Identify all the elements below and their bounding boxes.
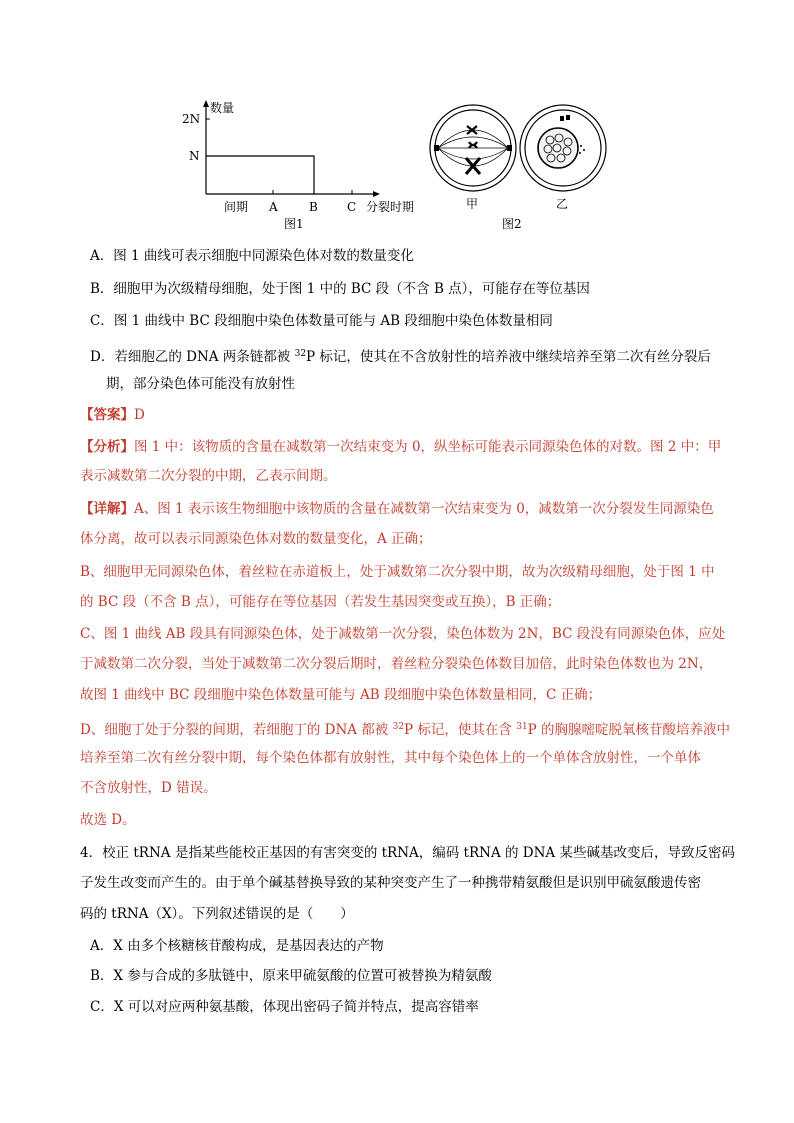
fig1-caption: 图1 — [284, 217, 304, 231]
fig1-x-axis-label: 分裂时期 — [366, 200, 415, 214]
q4-option-b: B．X 参与合成的多肽链中，原来甲硫氨酸的位置可被替换为精氨酸 — [90, 968, 492, 984]
fig1-y-tick-2n-label: 2N — [182, 112, 201, 126]
cell-jia — [430, 105, 516, 191]
q3-option-a: A．图 1 曲线可表示细胞中同源染色体对数的数量变化 — [90, 248, 414, 264]
detail-a-line2: 体分离，故可以表示同源染色体对数的数量变化，A 正确； — [80, 531, 432, 547]
detail-c-line1: C、图 1 曲线 AB 段具有同源染色体，处于减数第一次分裂，染色体数为 2N，BC 段没有同源染色体，应处 — [80, 626, 726, 642]
detail-d-line2: 培养至第二次有丝分裂中期，每个染色体都有放射性，其中每个染色体上的一个单体含放射性，一个单体 — [80, 750, 701, 766]
fig1-y-tick-n-label: N — [189, 149, 200, 163]
fig1-x-label-b: B — [309, 200, 318, 214]
q3-option-c: C．图 1 曲线中 BC 段细胞中染色体数量可能与 AB 段细胞中染色体数量相同 — [90, 313, 553, 329]
q3-option-d-pre: D．若细胞乙的 DNA 两条链都被 — [90, 349, 295, 365]
figure-area — [180, 98, 620, 238]
detail-conclusion: 故选 D。 — [80, 812, 136, 828]
detail-c-line3: 故图 1 曲线中 BC 段细胞中染色体数量可能与 AB 段细胞中染色体数量相同，C 正确； — [80, 687, 602, 703]
detail-a-text1: A、图 1 表示该生物细胞中该物质的含量在减数第一次结束变为 0，减数第一次分裂发生同源染色 — [134, 501, 714, 517]
figures-svg — [180, 98, 620, 238]
q4-stem-line3: 码的 tRNA（X）。下列叙述错误的是（ ） — [80, 906, 354, 922]
fig1-x-label-c: C — [347, 200, 357, 214]
analysis-line1 — [0, 437, 794, 457]
q4-option-c: C．X 可以对应两种氨基酸，体现出密码子简并特点，提高容错率 — [90, 999, 479, 1015]
detail-b-line2: 的 BC 段（不含 B 点），可能存在等位基因（若发生基因突变或互换），B 正确； — [80, 594, 561, 610]
q3-option-d-sup: 32 — [294, 349, 307, 359]
detail-d-line3: 不含放射性，D 错误。 — [80, 780, 217, 796]
cell-yi — [520, 105, 606, 191]
q3-option-d-line1 — [0, 344, 794, 367]
answer-line — [0, 405, 794, 425]
analysis-tag: 【分析】 — [80, 439, 134, 455]
q4-stem-line2: 子发生改变而产生的。由于单个碱基替换导致的某种突变产生了一种携带精氨酸但是识别甲硫氨酸遗传密 — [80, 875, 701, 891]
fig1-x-arrow — [373, 191, 380, 197]
fig2-caption: 图2 — [502, 217, 522, 231]
detail-d-mid: P 标记，使其在含 — [404, 722, 517, 738]
cell-jia-label: 甲 — [466, 197, 479, 211]
q4-option-a: A．X 由多个核糖核苷酸构成，是基因表达的产物 — [90, 938, 384, 954]
detail-d-sup2: 31 — [516, 722, 528, 732]
cell-yi-label: 乙 — [556, 197, 569, 211]
fig1-x-label-interphase: 间期 — [224, 200, 249, 214]
detail-a-line1 — [0, 499, 794, 519]
fig1-x-label-a: A — [269, 200, 278, 214]
detail-b-line1: B、细胞甲无同源染色体，着丝粒在赤道板上，处于减数第二次分裂中期，故为次级精母细胞，处于图 1 中 — [80, 564, 715, 580]
q3-option-b: B．细胞甲为次级精母细胞，处于图 1 中的 BC 段（不含 B 点），可能存在等位基因 — [90, 281, 590, 297]
answer-tag: 【答案】 — [80, 407, 134, 423]
analysis-text1: 图 1 中：该物质的含量在减数第一次结束变为 0，纵坐标可能表示同源染色体的对数。图 2 中：甲 — [134, 439, 722, 455]
detail-d-line1 — [0, 717, 794, 740]
detail-d-pre: D、细胞丁处于分裂的间期，若细胞丁的 DNA 都被 — [80, 722, 393, 738]
detail-tag: 【详解】 — [80, 501, 134, 517]
q3-option-d-line2: 期，部分染色体可能没有放射性 — [106, 376, 295, 392]
fig1-y-label: 数量 — [210, 101, 235, 115]
detail-c-line2: 于减数第二次分裂，当处于减数第二次分裂后期时，着丝粒分裂染色体数目加倍，此时染色体数也为 2N， — [80, 656, 713, 672]
detail-d-sup1: 32 — [392, 722, 405, 732]
q4-stem-line1: 4．校正 tRNA 是指某些能校正基因的有害突变的 tRNA，编码 tRNA 的 DNA 某些碱基改变后，导致反密码 — [80, 845, 735, 861]
answer-value: D — [134, 407, 145, 423]
fig1-curve — [206, 156, 314, 194]
analysis-line2: 表示减数第二次分裂的中期，乙表示间期。 — [80, 468, 337, 484]
q3-option-d-post: P 标记，使其在不含放射性的培养液中继续培养至第二次有丝分裂后 — [306, 349, 711, 365]
detail-d-post: P 的胸腺嘧啶脱氧核苷酸培养液中 — [527, 722, 731, 738]
fig1-y-arrow — [203, 100, 209, 107]
